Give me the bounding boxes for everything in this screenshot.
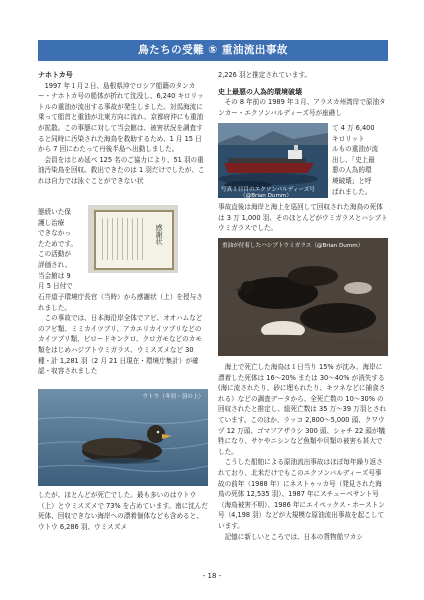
certificate-frame — [94, 210, 174, 270]
paragraph: 石井道子環境庁長官（当時）から感謝状（上）を授与されました。 — [38, 293, 203, 312]
exxon-valdez-caption: 写真１日目のエクソンバルディーズ号 — [221, 187, 315, 193]
section-heading-nakhodka: ナホトカ号 — [38, 71, 73, 79]
exxon-valdez-credit: （@Brian Dumm） — [240, 193, 292, 198]
text-line: 評価され、 — [38, 260, 72, 269]
text-line: キロリット — [332, 134, 365, 143]
rhinoceros-auklet-caption: ウトウ（冬羽・羽の上） — [142, 394, 204, 400]
text-line: 当会館は 9 — [38, 271, 71, 280]
right-column-top — [218, 70, 388, 118]
text-line: 態続いた保 — [38, 208, 71, 216]
page-number: - 18 - — [202, 572, 222, 580]
certificate-text-lines — [102, 218, 147, 260]
right-column-narrow — [332, 123, 388, 197]
exxon-valdez-photo — [218, 123, 328, 198]
paragraph: 2,226 羽と推定されています。 — [218, 71, 311, 79]
certificate-photo — [88, 205, 178, 273]
text-line: 境破壊」と呼 — [332, 176, 372, 185]
paragraph: 海上で死亡した海鳥は１日当り 15% が沈み、海岸に漂着した死体は 16〜20% または 30〜40% が消失する(海に流されたり、砂に埋もれたり、キツネなどに捕食される）などの調査データから、全死亡数の 10〜30% の回収されたと推定し、総死亡数は 35 万〜39 万羽とされています。このほか、ラッコ 2,800〜5,000 頭、クワウヅ 12 万頭、ゴマフアザラシ 300 頭、シャチ 22 頭が犠牲になり、サケやニシンなど魚類や貝類の被害も甚大でした。 — [218, 363, 387, 456]
rhinoceros-auklet-photo — [38, 389, 208, 486]
paragraph: 1997 年１月２日、島根県沖でロシア船籍のタンカー・ナホトカ号の船体が折れて沈没し、6,240 キロリットルの重油が流出する事故が発生しました。対馬海流に乗って船首と重油が北東方向に流れ、京都府沖にも重油が拡散。この事態に対して当会館は、被害状況を調査すると同時に汚染された海鳥を救助するため、1 月 15 日から 7 回にわたって丹後半島へ出動しました。 — [38, 81, 204, 154]
paragraph: この事故では、日本海沿岸全体でアビ、オオハムなどのアビ類、ミミカイツブリ、アカエリカイツブリなどのカイツブリ類、ビロードキンクロ、クロガモなどのカモ類をはじめハジブトウミガラス、ウミスズメなど 30 種・計 1,281 羽（2 月 21 日現在・環境庁集計）が確認・収容されました — [38, 314, 203, 376]
right-column-bottom — [218, 362, 388, 542]
left-column-middle — [38, 292, 208, 377]
paragraph: したが、ほとんどが死亡でした。最も多いのはウトウ（上）とウミスズメで 73% を占めています。南に沈んだ死体、回収できない海岸への漂着個体なども含めると、ウトウ 6,286 羽、ウミスズメ — [38, 491, 208, 531]
text-line: 悪の人為的環 — [332, 166, 372, 175]
text-line: て 4 万 6,400 — [332, 124, 375, 132]
rhinoceros-auklet-illustration — [38, 389, 208, 486]
text-line: 月 5 日付で — [38, 282, 73, 291]
paragraph: 記憶に新しいところでは、日本の貨物船ワカシ — [224, 532, 363, 541]
left-column-narrow — [38, 207, 88, 292]
text-line: 出し、「史上最 — [332, 155, 375, 164]
page-title: 鳥たちの受難 ⑤ 重油流出事故 — [38, 40, 388, 61]
paragraph: その 8 年前の 1989 年３月、アラスカ州湾岸で原油タンカー・エクソンバルディーズ号が座礁し — [218, 98, 386, 117]
section-heading-exxon-valdez: 史上最悪の人為的環境破壊 — [218, 87, 302, 96]
oiled-seabirds-caption: 重油が付着したハシブトウミガラス（@Brian Dumm） — [222, 243, 364, 249]
text-line: できなかっ — [38, 229, 71, 238]
left-column-bottom — [38, 490, 208, 532]
text-line: ばれました。 — [332, 187, 372, 196]
left-column-top — [38, 70, 208, 187]
text-line: 護し治療 — [38, 218, 65, 227]
oiled-seabirds-illustration — [218, 238, 388, 356]
text-line: ルもの重油が流 — [332, 145, 379, 154]
text-line: たためです。 — [38, 239, 78, 248]
text-line: この活動が — [38, 250, 71, 259]
paragraph: 事故直後は海岸と海上を巡回して回収された海鳥の死体は 3 万 1,000 羽、そのほとんどがウミガラスとハシブトウミガラスでした。 — [218, 203, 388, 233]
certificate-title: 感謝状 — [155, 224, 163, 245]
paragraph: 会員をはじめ延べ 125 名のご協力により、51 羽の重油汚染鳥を回収。救出できたのは 1 羽だけでしたが、これは自力では泳ぐことができない状 — [38, 155, 205, 185]
paragraph: こうした船舶による原油流出事故はほぼ毎年繰り返されており、北米だけでもこのエクソンバルディーズ号事故の前年（1988 年）にネストゥッカ号（発見された海鳥の死体 12,535 羽）、1987 年にスチューベサント号（海鳥被害不明）、1986 年にエイペックス・ホーストン号（4,198 羽）などが大規模な原油流出事故を起こしています。 — [218, 458, 385, 530]
right-column-after-photo — [218, 202, 388, 234]
oiled-seabirds-photo — [218, 238, 388, 356]
